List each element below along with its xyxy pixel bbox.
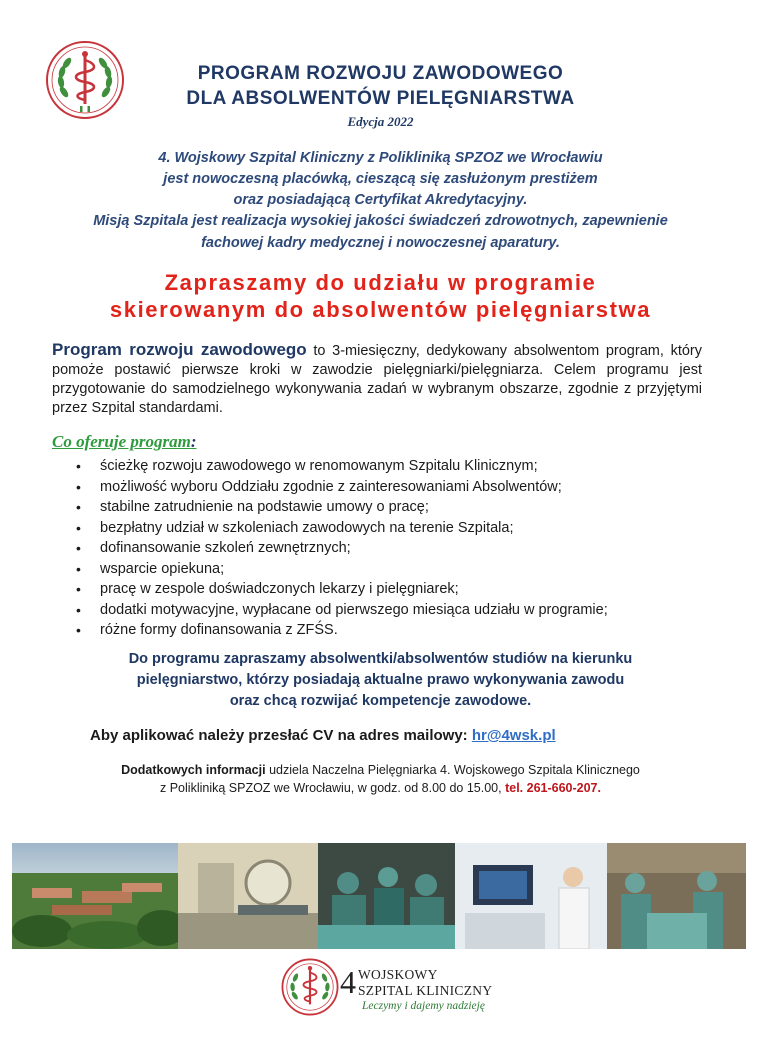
list-item: • ścieżkę rozwoju zawodowego w renomowanym Szpitalu Klinicznym; [72, 456, 712, 477]
hospital-aerial-photo [12, 843, 178, 949]
brand-name-line1: WOJSKOWY [358, 967, 438, 982]
list-item: • pracę w zespole doświadczonych lekarzy i pielęgniarek; [72, 579, 712, 600]
program-description [52, 340, 702, 418]
list-item: • wsparcie opiekuna; [72, 559, 712, 580]
operating-room-photo [607, 843, 746, 949]
offer-heading-colon: : [190, 432, 197, 451]
list-item: • różne formy dofinansowania z ZFŚS. [72, 620, 712, 641]
invitation-line: Do programu zapraszamy absolwentki/absolwentów studiów na kierunku [128, 651, 633, 667]
surgery-team-photo [318, 843, 455, 949]
photo-strip [12, 843, 746, 949]
offer-heading-text: Co oferuje program [52, 432, 191, 451]
contact-info-line1 [0, 763, 761, 777]
brand-slogan: Leczymy i dajemy nadzieję [362, 1000, 485, 1012]
offer-list [72, 456, 712, 641]
contact-info-lead: Dodatkowych informacji [121, 763, 266, 777]
program-text: to 3-miesięczny, dedykowany absolwentom program, który pomoże postawić pierwsze kroki w zawodzie pielęgniarki/pielęgniarza. Celem programu jest przygotowanie do samodzielnego wykonywania zadań w wybranym obszarze, zgodnie z przyjętymi przez Szpital standardami. [52, 343, 702, 416]
contact-info-line2 [0, 781, 761, 795]
contact-phone: tel. 261-660-207. [505, 781, 601, 795]
list-item: • stabilne zatrudnienie na podstawie umowy o pracę; [72, 497, 712, 518]
list-item: • dodatki motywacyjne, wypłacane od pierwszego miesiąca udziału w programie; [72, 600, 712, 621]
headline-line1: Zapraszamy do udziału w programie [164, 270, 597, 295]
brand-number: 4 [340, 964, 356, 1000]
document-title-line1: PROGRAM ROZWOJU ZAWODOWEGO [197, 63, 564, 84]
apply-instruction [90, 727, 556, 744]
document-title-line2: DLA ABSOLWENTÓW PIELĘGNIARSTWA [186, 88, 575, 109]
list-item: • dofinansowanie szkoleń zewnętrznych; [72, 538, 712, 559]
offer-heading [52, 432, 197, 452]
list-item: • możliwość wyboru Oddziału zgodnie z zainteresowaniami Absolwentów; [72, 477, 712, 498]
list-item: • bezpłatny udział w szkoleniach zawodowych na terenie Szpitala; [72, 518, 712, 539]
contact-info-text: z Polikliniką SPZOZ we Wrocławiu, w godz. od 8.00 do 15.00, [160, 781, 506, 795]
intro-line: 4. Wojskowy Szpital Kliniczny z Polikliniką SPZOZ we Wrocławiu [158, 150, 603, 166]
invitation-line: oraz chcą rozwijać kompetencje zawodowe. [229, 693, 532, 709]
invitation-line: pielęgniarstwo, którzy posiadają aktualne prawo wykonywania zawodu [136, 672, 625, 688]
program-lead: Program rozwoju zawodowego [52, 340, 307, 359]
intro-line: fachowej kadry medycznej i nowoczesnej aparatury. [201, 235, 560, 251]
hospital-emblem-icon [281, 958, 339, 1016]
edition-label: Edycja 2022 [347, 114, 414, 129]
medical-equipment-photo [178, 843, 318, 949]
headline-line2: skierowanym do absolwentów pielęgniarstwa [109, 297, 652, 322]
nurse-monitor-photo [455, 843, 607, 949]
contact-info-text: udziela Naczelna Pielęgniarka 4. Wojskowego Szpitala Klinicznego [265, 763, 640, 777]
intro-line: jest nowoczesną placówką, cieszącą się zasłużonym prestiżem [163, 171, 598, 187]
intro-line: Misją Szpitala jest realizacja wysokiej jakości świadczeń zdrowotnych, zapewnienie [93, 213, 668, 229]
intro-line: oraz posiadającą Certyfikat Akredytacyjny. [233, 192, 528, 208]
email-link[interactable]: hr@4wsk.pl [471, 727, 556, 744]
apply-text: Aby aplikować należy przesłać CV na adres mailowy: [90, 727, 472, 744]
brand-name-line2: SZPITAL KLINICZNY [358, 983, 493, 998]
